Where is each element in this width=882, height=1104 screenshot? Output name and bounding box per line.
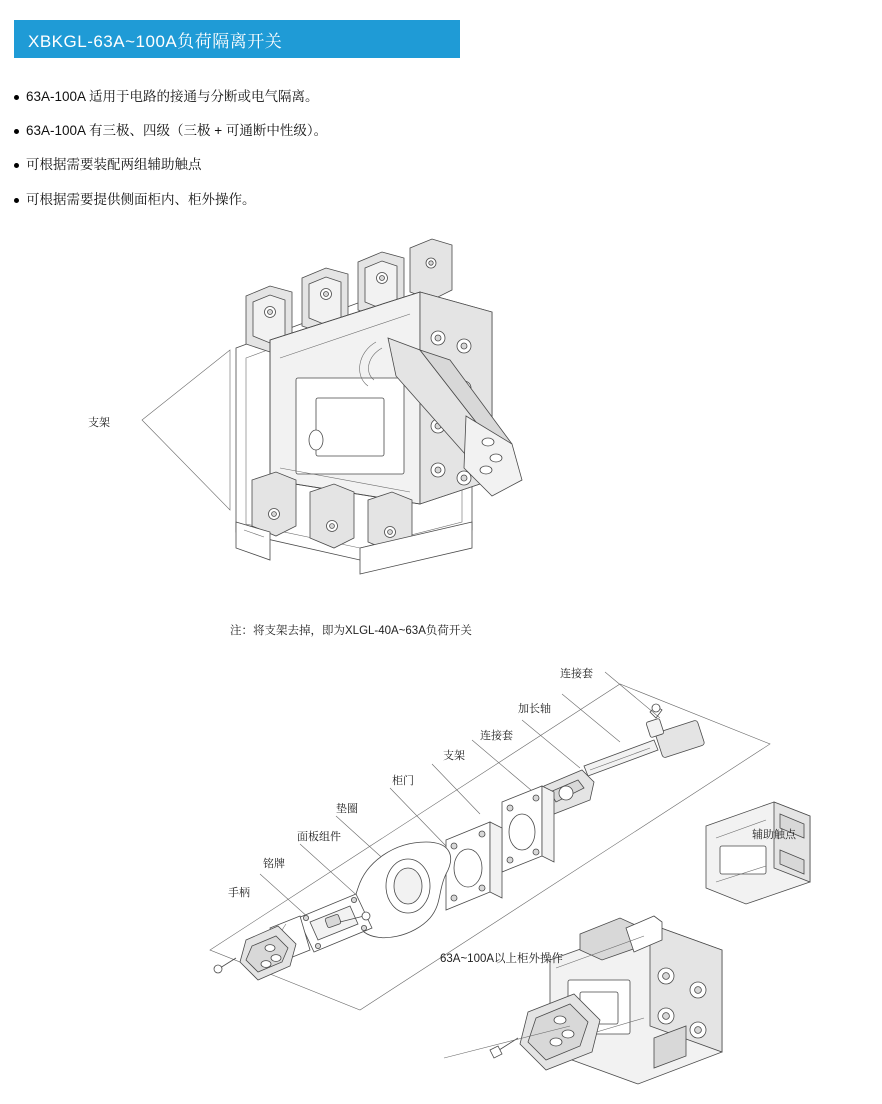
label-extension-shaft: 加长轴 (518, 703, 551, 715)
list-item (14, 191, 714, 209)
label-bracket-bottom: 支架 (443, 750, 465, 762)
label-bracket-top: 支架 (88, 417, 110, 429)
bullet-dot-icon (14, 198, 19, 203)
feature-list (14, 88, 714, 225)
bullet-dot-icon (14, 129, 19, 134)
figure-top-note: 注：将支架去掉，即为XLGL-40A~63A负荷开关 (230, 625, 472, 637)
bullet-dot-icon (14, 163, 19, 168)
label-nameplate: 铭牌 (263, 858, 285, 870)
part-handle (214, 926, 296, 980)
product-illustration-top (120, 230, 540, 600)
label-handle: 手柄 (228, 887, 250, 899)
part-auxiliary-contact (706, 802, 810, 904)
label-connector-sleeve-upper: 连接套 (560, 668, 593, 680)
label-connector-sleeve-lower: 连接套 (480, 730, 513, 742)
page-title: XBKGL-63A~100A负荷隔离开关 (28, 31, 283, 51)
list-item (14, 88, 714, 106)
label-cabinet-door: 柜门 (392, 775, 414, 787)
label-auxiliary-contact: 辅助触点 (752, 829, 796, 841)
label-gasket: 垫圈 (336, 803, 358, 815)
list-item (14, 122, 714, 140)
page-title-bar (14, 20, 460, 58)
product-illustration-bottom (150, 660, 870, 1100)
list-item-label: 可根据需要提供侧面柜内、柜外操作。 (26, 191, 256, 207)
switch-body-drawing (120, 230, 540, 600)
label-panel-assembly: 面板组件 (297, 831, 341, 843)
bullet-dot-icon (14, 95, 19, 100)
part-bracket (446, 786, 554, 910)
list-item-label: 可根据需要装配两组辅助触点 (26, 157, 202, 173)
figure-bottom-note: 63A~100A以上柜外操作 (440, 953, 564, 965)
list-item (14, 156, 714, 174)
part-extension-shaft (584, 740, 658, 776)
list-item-label: 63A-100A 适用于电路的接通与分断或电气隔离。 (26, 89, 319, 104)
list-item-label: 63A-100A 有三极、四级（三极 + 可通断中性级）。 (26, 123, 328, 139)
exploded-assembly-drawing (150, 660, 870, 1100)
